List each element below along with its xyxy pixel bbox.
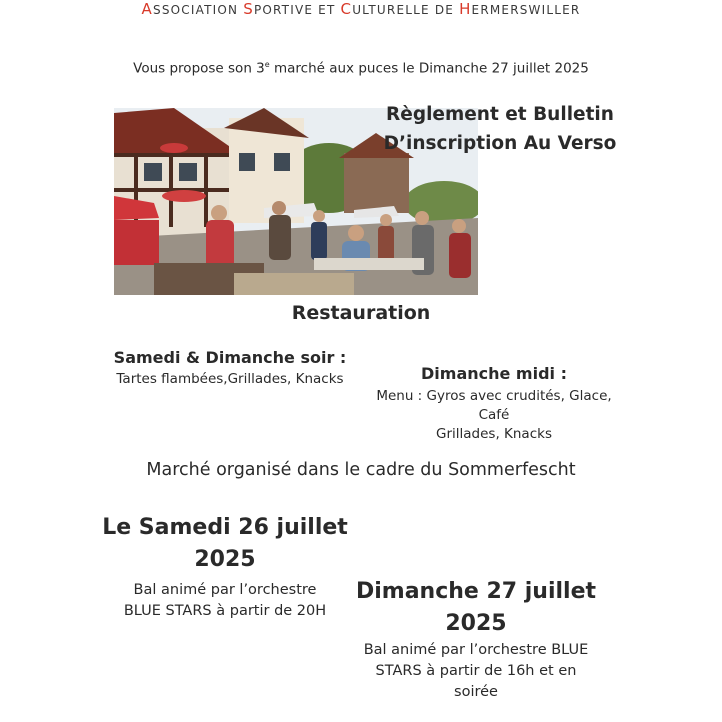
sunday-description: Bal animé par l’orchestre BLUE STARS à partir de 16h et en soirée xyxy=(363,642,589,700)
sunday-date: Dimanche 27 juillet 2025 xyxy=(355,579,597,636)
header-word: DE xyxy=(434,3,455,17)
saturday-sunday-evening-title: Samedi & Dimanche soir : xyxy=(113,348,347,367)
sommerfescht-line: Marché organisé dans le cadre du Sommerfescht xyxy=(146,460,576,480)
header-word: ET xyxy=(318,3,336,17)
association-header xyxy=(0,0,722,19)
sunday-lunch-title: Dimanche midi : xyxy=(421,364,567,383)
header-word: HERMERSWILLER xyxy=(459,0,581,18)
intro-line: Vous propose son 3e marché aux puces le Dimanche 27 juillet 2025 xyxy=(133,60,589,77)
saturday-sunday-evening-menu: Tartes flambées,Grillades, Knacks xyxy=(116,371,344,387)
header-word: SPORTIVE xyxy=(243,0,314,18)
sunday-lunch-menu: Menu : Gyros avec crudités, Glace, Café Grillades, Knacks xyxy=(376,388,612,442)
saturday-description: Bal animé par l’orchestre BLUE STARS à partir de 20H xyxy=(123,582,327,619)
header-word: ASSOCIATION xyxy=(141,0,239,18)
reglement-line-1: Règlement et Bulletin xyxy=(386,104,614,125)
header-word: CULTURELLE xyxy=(340,0,430,18)
reglement-notice xyxy=(350,100,650,158)
restauration-title: Restauration xyxy=(291,302,431,324)
saturday-date: Le Samedi 26 juillet 2025 xyxy=(102,515,348,572)
reglement-line-2: D’inscription Au Verso xyxy=(383,133,617,154)
